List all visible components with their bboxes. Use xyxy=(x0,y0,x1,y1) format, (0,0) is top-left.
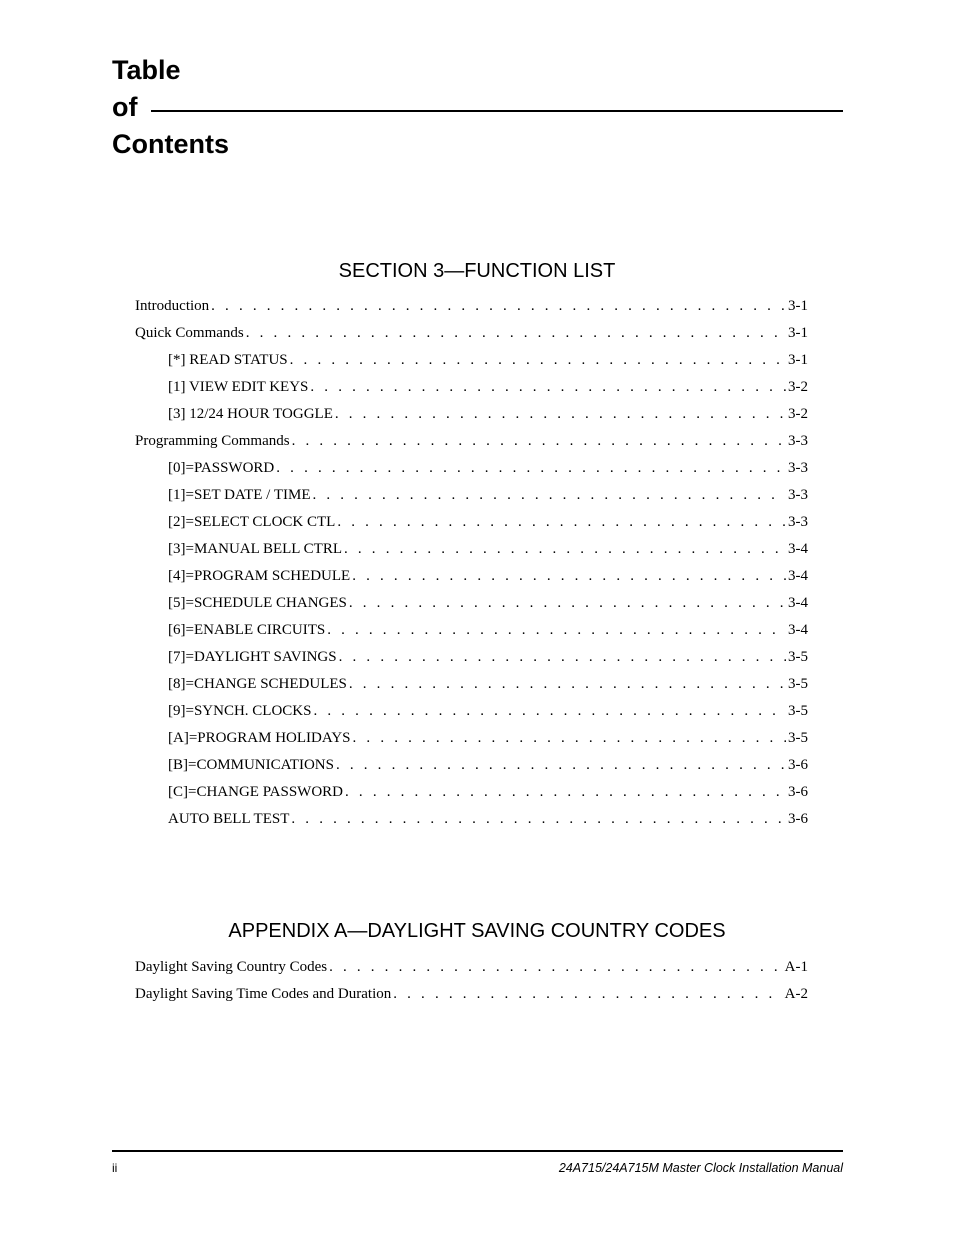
toc-entry xyxy=(135,510,808,537)
toc-entry-title: Daylight Saving Time Codes and Duration xyxy=(135,986,392,1002)
toc-entry-title: [A]=PROGRAM HOLIDAYS xyxy=(168,730,351,746)
page-title-line: Contents xyxy=(112,129,229,159)
toc-dot-leader xyxy=(291,807,786,831)
toc-dot-leader xyxy=(353,726,786,750)
appendix-a-toc-list xyxy=(135,955,808,1009)
footer-divider xyxy=(112,1150,843,1152)
toc-entry-title: [8]=CHANGE SCHEDULES xyxy=(168,676,347,692)
toc-dot-leader xyxy=(349,672,786,696)
toc-dot-leader xyxy=(327,618,786,642)
toc-entry-title: [3] 12/24 HOUR TOGGLE xyxy=(168,406,333,422)
toc-entry xyxy=(135,618,808,645)
toc-entry-page: 3-6 xyxy=(788,784,808,800)
toc-entry-title: Quick Commands xyxy=(135,325,244,341)
toc-entry-page: 3-6 xyxy=(788,757,808,773)
toc-entry xyxy=(135,456,808,483)
toc-entry-page: 3-1 xyxy=(788,325,808,341)
footer-manual-title: 24A715/24A715M Master Clock Installation Manual xyxy=(558,1161,843,1175)
page-title-line: of xyxy=(112,92,138,122)
toc-dot-leader xyxy=(290,348,786,372)
toc-entry xyxy=(135,645,808,672)
appendix-a-heading: APPENDIX A—DAYLIGHT SAVING COUNTRY CODES xyxy=(228,920,726,942)
toc-entry-page: 3-4 xyxy=(788,595,808,611)
toc-entry xyxy=(135,672,808,699)
toc-entry-page: 3-2 xyxy=(788,379,808,395)
toc-entry-page: 3-3 xyxy=(788,460,808,476)
toc-dot-leader xyxy=(336,753,786,777)
page-title xyxy=(112,52,229,163)
toc-entry-title: [4]=PROGRAM SCHEDULE xyxy=(168,568,351,584)
toc-entry xyxy=(135,591,808,618)
toc-dot-leader xyxy=(292,429,786,453)
toc-entry-page: 3-3 xyxy=(788,514,808,530)
toc-dot-leader xyxy=(310,375,786,399)
toc-dot-leader xyxy=(339,645,786,669)
toc-entry-page: 3-5 xyxy=(788,703,808,719)
toc-entry-title: [6]=ENABLE CIRCUITS xyxy=(168,622,326,638)
toc-entry xyxy=(135,726,808,753)
toc-dot-leader xyxy=(276,456,786,480)
toc-entry-title: [1]=SET DATE / TIME xyxy=(168,487,311,503)
toc-entry-title: [*] READ STATUS xyxy=(168,352,288,368)
toc-entry-title: Daylight Saving Country Codes xyxy=(135,959,328,975)
toc-entry-page: 3-6 xyxy=(788,811,808,827)
toc-entry-page: 3-5 xyxy=(788,730,808,746)
section-3-toc-list xyxy=(135,294,808,834)
toc-entry-page: 3-1 xyxy=(788,352,808,368)
toc-entry-title: [C]=CHANGE PASSWORD xyxy=(168,784,344,800)
toc-dot-leader xyxy=(313,699,786,723)
toc-entry-title: AUTO BELL TEST xyxy=(168,811,290,827)
toc-entry-title: [0]=PASSWORD xyxy=(168,460,275,476)
toc-dot-leader xyxy=(246,321,786,345)
toc-entry xyxy=(135,564,808,591)
toc-entry-title: [7]=DAYLIGHT SAVINGS xyxy=(168,649,337,665)
toc-entry-page: 3-3 xyxy=(788,487,808,503)
footer-page-number: ii xyxy=(112,1161,118,1175)
toc-entry xyxy=(135,348,808,375)
toc-entry xyxy=(135,402,808,429)
toc-dot-leader xyxy=(337,510,786,534)
toc-entry-page: 3-4 xyxy=(788,541,808,557)
toc-entry xyxy=(135,955,808,982)
toc-dot-leader xyxy=(211,294,786,318)
toc-entry-title: [9]=SYNCH. CLOCKS xyxy=(168,703,312,719)
toc-entry xyxy=(135,699,808,726)
toc-dot-leader xyxy=(329,955,783,979)
toc-entry-page: 3-5 xyxy=(788,676,808,692)
toc-entry xyxy=(135,375,808,402)
toc-entry xyxy=(135,294,808,321)
toc-entry-title: [1] VIEW EDIT KEYS xyxy=(168,379,309,395)
toc-entry xyxy=(135,780,808,807)
toc-entry xyxy=(135,537,808,564)
toc-entry xyxy=(135,753,808,780)
page-title-line: Table xyxy=(112,55,181,85)
toc-entry-page: 3-4 xyxy=(788,622,808,638)
toc-entry-page: 3-3 xyxy=(788,433,808,449)
toc-entry xyxy=(135,429,808,456)
section-3-heading: SECTION 3—FUNCTION LIST xyxy=(338,260,616,282)
toc-dot-leader xyxy=(344,537,786,561)
toc-dot-leader xyxy=(349,591,786,615)
toc-entry-page: 3-4 xyxy=(788,568,808,584)
toc-entry-title: [5]=SCHEDULE CHANGES xyxy=(168,595,347,611)
header-divider xyxy=(151,110,843,112)
toc-dot-leader xyxy=(393,982,782,1006)
toc-dot-leader xyxy=(352,564,786,588)
toc-entry xyxy=(135,483,808,510)
toc-entry xyxy=(135,321,808,348)
toc-entry-page: A-1 xyxy=(784,959,808,975)
toc-entry-title: [B]=COMMUNICATIONS xyxy=(168,757,334,773)
toc-entry-title: Introduction xyxy=(135,298,210,314)
toc-dot-leader xyxy=(312,483,786,507)
toc-entry xyxy=(135,807,808,834)
toc-entry-page: 3-1 xyxy=(788,298,808,314)
toc-entry-page: 3-2 xyxy=(788,406,808,422)
toc-entry-page: 3-5 xyxy=(788,649,808,665)
toc-entry xyxy=(135,982,808,1009)
toc-dot-leader xyxy=(345,780,786,804)
toc-entry-page: A-2 xyxy=(784,986,808,1002)
toc-dot-leader xyxy=(335,402,786,426)
toc-entry-title: [2]=SELECT CLOCK CTL xyxy=(168,514,336,530)
toc-entry-title: Programming Commands xyxy=(135,433,290,449)
toc-entry-title: [3]=MANUAL BELL CTRL xyxy=(168,541,342,557)
